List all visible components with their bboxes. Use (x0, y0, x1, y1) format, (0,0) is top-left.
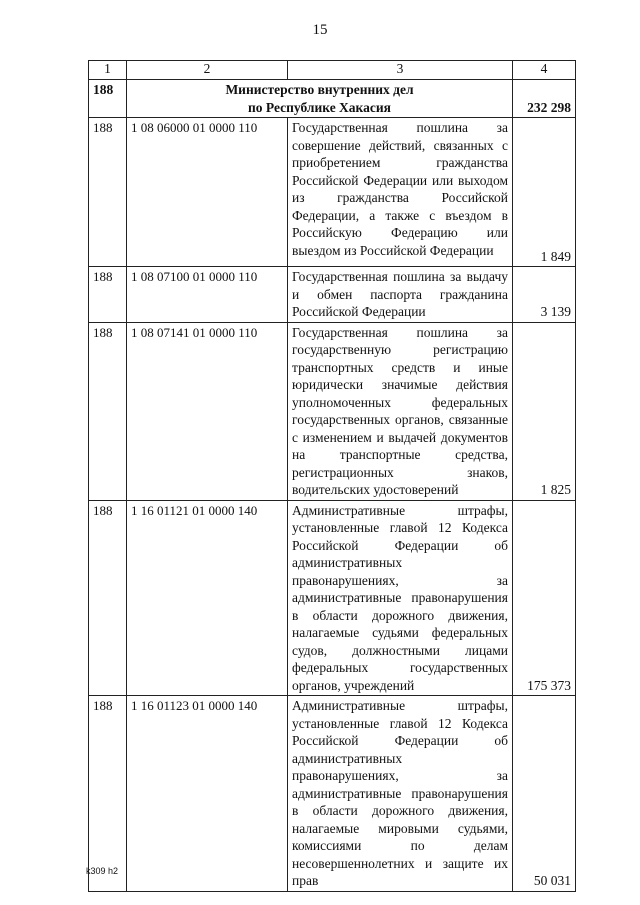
description-cell: Государственная пошлина за совершение действий, связанных с приобретением гражданства Российской Федерации или выходом из гражданства Российской Федерации, а также с въездом в Российскую Федерацию или выездом из Российской Федерации (288, 118, 513, 267)
admin-code-cell: 188 (89, 267, 127, 323)
amount-cell: 50 031 (513, 696, 576, 892)
kbk-code-cell: 1 16 01123 01 0000 140 (127, 696, 288, 892)
table-row (89, 696, 576, 892)
kbk-code-cell: 1 16 01121 01 0000 140 (127, 500, 288, 696)
description-cell: Административные штрафы, установленные главой 12 Кодекса Российской Федерации об административных правонарушениях, за административные правонарушения в области дорожного движения, налагаемые судьями федеральных судов, должностными лицами федеральных государственных органов, учреждений (288, 500, 513, 696)
ministry-row (89, 80, 576, 118)
amount-cell: 1 825 (513, 322, 576, 500)
amount-cell: 3 139 (513, 267, 576, 323)
amount-cell: 175 373 (513, 500, 576, 696)
admin-code-cell: 188 (89, 500, 127, 696)
page-number: 15 (312, 22, 328, 38)
table-row (89, 267, 576, 323)
column-header: 2 (127, 61, 288, 80)
column-header: 1 (89, 61, 127, 80)
column-number-row (89, 61, 576, 80)
document-footer-code: k309 h2 (86, 866, 119, 876)
ministry-code: 188 (89, 80, 127, 118)
table-row (89, 118, 576, 267)
kbk-code-cell: 1 08 07100 01 0000 110 (127, 267, 288, 323)
kbk-code-cell: 1 08 06000 01 0000 110 (127, 118, 288, 267)
description-cell: Государственная пошлина за выдачу и обмен паспорта гражданина Российской Федерации (288, 267, 513, 323)
description-cell: Государственная пошлина за государственную регистрацию транспортных средств и иные юридически значимые действия уполномоченных федеральных государственных органов, связанные с изменением и выдачей документов на транспортные средства, регистрационных знаков, водительских удостоверений (288, 322, 513, 500)
kbk-code-cell: 1 08 07141 01 0000 110 (127, 322, 288, 500)
column-header: 3 (288, 61, 513, 80)
table-row (89, 500, 576, 696)
column-header: 4 (513, 61, 576, 80)
admin-code-cell: 188 (89, 322, 127, 500)
ministry-name-line: Министерство внутренних дел (225, 82, 414, 97)
amount-cell: 1 849 (513, 118, 576, 267)
description-cell: Административные штрафы, установленные главой 12 Кодекса Российской Федерации об административных правонарушениях, за административные правонарушения в области дорожного движения, налагаемые мировыми судьями, комиссиями по делам несовершеннолетних и защите их прав (288, 696, 513, 892)
admin-code-cell: 188 (89, 696, 127, 892)
ministry-name (127, 80, 513, 118)
ministry-amount: 232 298 (513, 80, 576, 118)
ministry-name-line: по Республике Хакасия (248, 99, 391, 115)
budget-table (88, 60, 576, 892)
table-row (89, 322, 576, 500)
admin-code-cell: 188 (89, 118, 127, 267)
